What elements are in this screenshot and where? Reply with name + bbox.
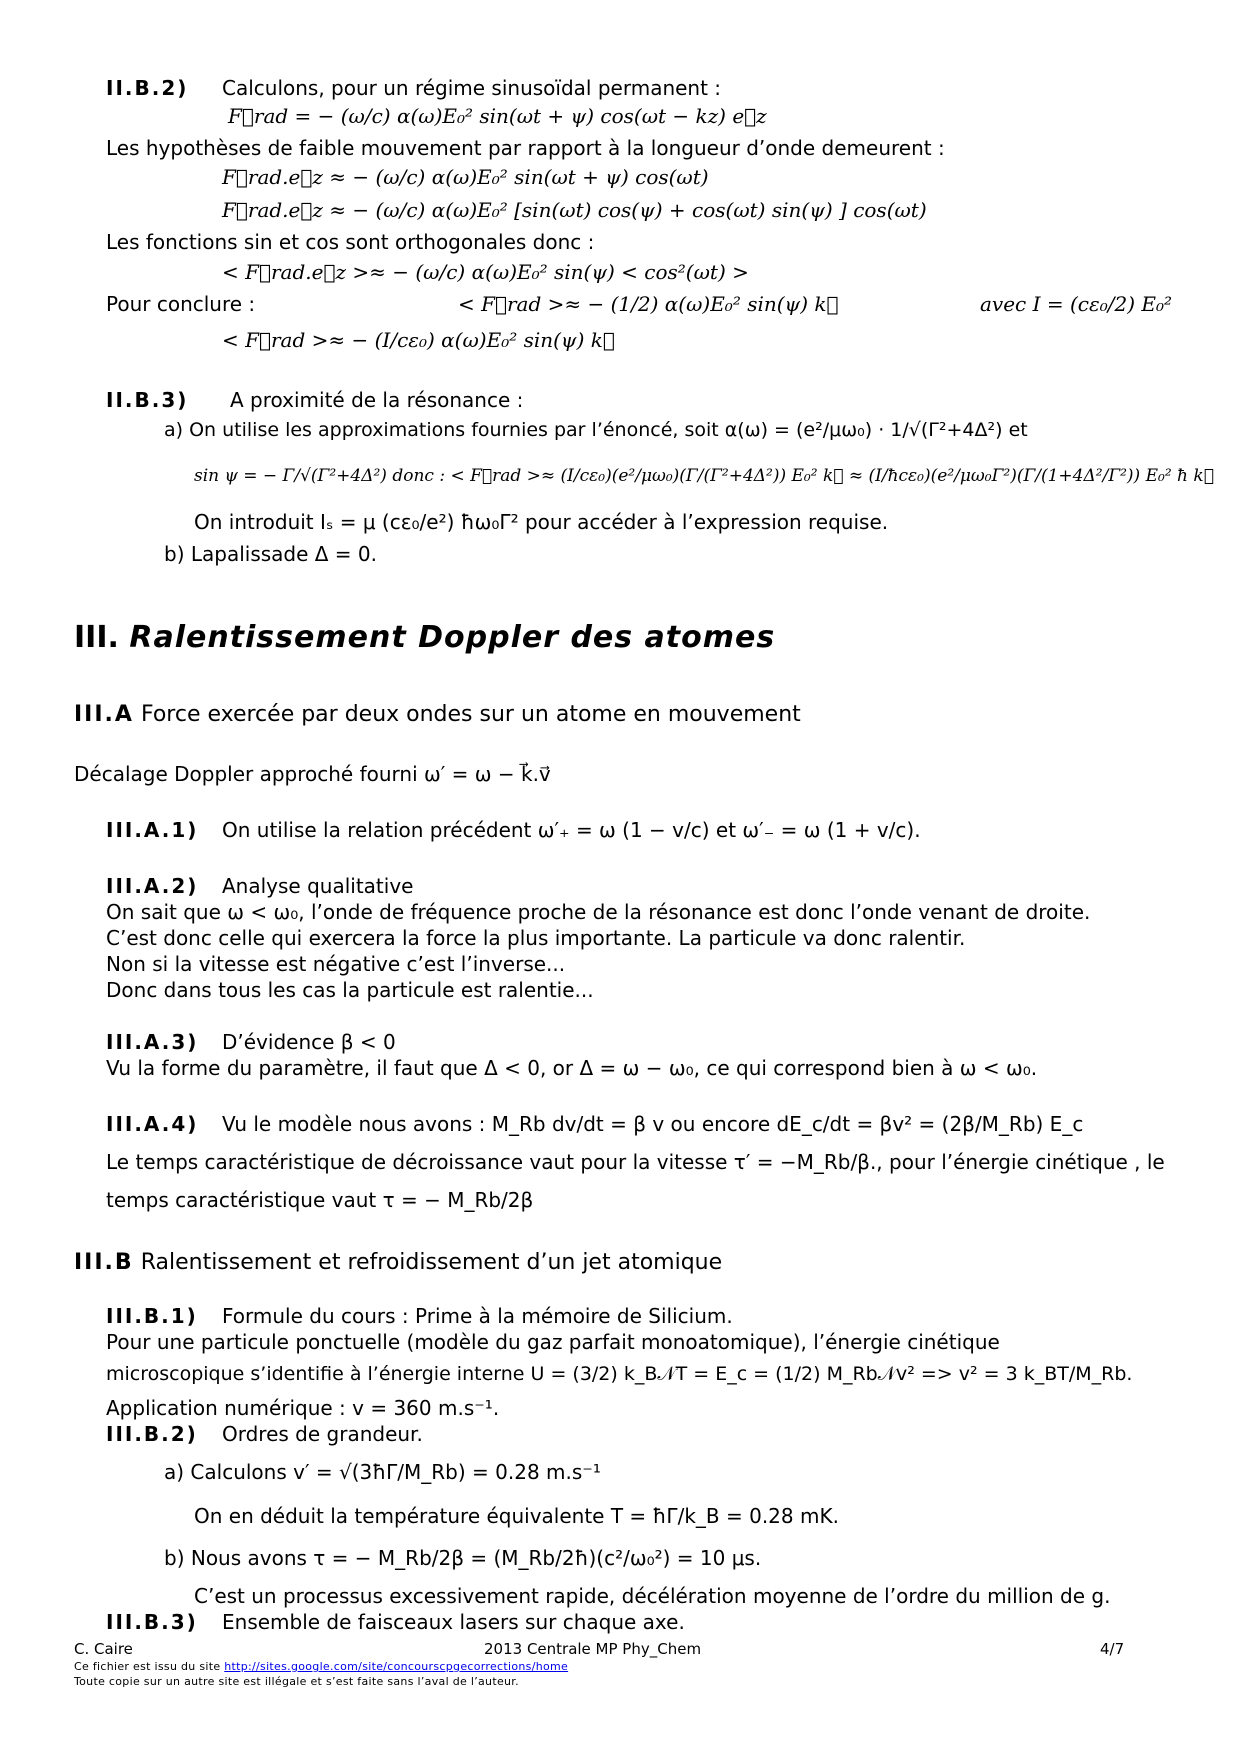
section-label: II.B.3) — [106, 388, 189, 412]
equation: F⃗rad = − (ω/c) α(ω)E₀² sin(ωt + ψ) cos(ωt − kz) e⃗z — [228, 104, 767, 128]
equation: < F⃗rad >≈ − (I/cε₀) α(ω)E₀² sin(ψ) k⃗ — [222, 328, 615, 352]
section-heading — [74, 702, 801, 727]
section-heading — [74, 1250, 722, 1275]
paragraph: b) Nous avons τ = − M_Rb/2β = (M_Rb/2ħ)(c²/ω₀²) = 10 μs. — [164, 1546, 762, 1570]
paragraph: Les hypothèses de faible mouvement par rapport à la longueur d’onde demeurent : — [106, 136, 945, 160]
equation: F⃗rad.e⃗z ≈ − (ω/c) α(ω)E₀² sin(ωt + ψ) cos(ωt) — [222, 165, 709, 189]
section-label: III.B.1) — [106, 1304, 198, 1328]
footer-copyright: Toute copie sur un autre site est illégale et s’est faite sans l’aval de l’auteur. — [74, 1675, 519, 1688]
section-label: III.A.3) — [106, 1030, 199, 1054]
paragraph: C’est un processus excessivement rapide, décélération moyenne de l’ordre du million de g. — [194, 1584, 1111, 1608]
equation: avec I = (cε₀/2) E₀² — [980, 292, 1173, 316]
paragraph: Ensemble de faisceaux lasers sur chaque axe. — [222, 1610, 685, 1634]
equation: sin ψ = − Γ/√(Γ²+4Δ²) donc : < F⃗rad >≈ (I/cε₀)(e²/μω₀)(Γ/(Γ²+4Δ²)) E₀² k⃗ ≈ (I/ħcε₀)(e²/μω₀Γ²)(Γ/(1+4Δ²/Γ²)) E₀² ħ k⃗ — [194, 466, 1214, 486]
paragraph: b) Lapalissade Δ = 0. — [164, 542, 378, 566]
section-number: III.A — [74, 702, 134, 727]
paragraph: Décalage Doppler approché fourni ω′ = ω − k⃗.v⃗ — [74, 762, 551, 786]
page-number: 4/7 — [1100, 1640, 1125, 1658]
chapter-heading — [74, 620, 775, 655]
footer-source-prefix: Ce fichier est issu du site — [74, 1660, 225, 1673]
footer-author: C. Caire — [74, 1640, 133, 1658]
paragraph: Ordres de grandeur. — [222, 1422, 423, 1446]
paragraph: Pour une particule ponctuelle (modèle du gaz parfait monoatomique), l’énergie cinétique — [106, 1330, 1000, 1354]
paragraph: a) Calculons v′ = √(3ħΓ/M_Rb) = 0.28 m.s⁻¹ — [164, 1460, 601, 1484]
paragraph: On introduit Iₛ = μ (cε₀/e²) ħω₀Γ² pour accéder à l’expression requise. — [194, 510, 889, 534]
section-label: III.B.3) — [106, 1610, 198, 1634]
section-label: III.B.2) — [106, 1422, 198, 1446]
paragraph: On utilise la relation précédent ω′₊ = ω (1 − v/c) et ω′₋ = ω (1 + v/c). — [222, 818, 921, 842]
paragraph: On en déduit la température équivalente T = ħΓ/k_B = 0.28 mK. — [194, 1504, 839, 1528]
paragraph: temps caractéristique vaut τ = − M_Rb/2β — [106, 1188, 534, 1212]
footer-course: 2013 Centrale MP Phy_Chem — [484, 1640, 702, 1658]
paragraph: Analyse qualitative — [222, 874, 414, 898]
section-number: III.B — [74, 1250, 134, 1275]
paragraph: Pour conclure : — [106, 292, 256, 316]
section-label: III.A.1) — [106, 818, 199, 842]
paragraph: Non si la vitesse est négative c’est l’inverse... — [106, 952, 566, 976]
paragraph: Vu la forme du paramètre, il faut que Δ < 0, or Δ = ω − ω₀, ce qui correspond bien à ω < ω₀. — [106, 1056, 1038, 1080]
equation: < F⃗rad.e⃗z >≈ − (ω/c) α(ω)E₀² sin(ψ) < cos²(ωt) > — [222, 260, 749, 284]
paragraph: Les fonctions sin et cos sont orthogonales donc : — [106, 230, 595, 254]
footer-source — [74, 1660, 568, 1673]
paragraph: a) On utilise les approximations fournies par l’énoncé, soit α(ω) = (e²/μω₀) · 1/√(Γ²+4Δ²) et — [164, 419, 1028, 441]
section-label: III.A.2) — [106, 874, 199, 898]
equation: F⃗rad.e⃗z ≈ − (ω/c) α(ω)E₀² [sin(ωt) cos(ψ) + cos(ωt) sin(ψ) ] cos(ωt) — [222, 198, 927, 222]
section-label: II.B.2) — [106, 76, 189, 100]
section-title: Ralentissement et refroidissement d’un jet atomique — [140, 1250, 723, 1275]
paragraph: On sait que ω < ω₀, l’onde de fréquence proche de la résonance est donc l’onde venant de droite. — [106, 900, 1091, 924]
paragraph: Le temps caractéristique de décroissance vaut pour la vitesse τ′ = −M_Rb/β., pour l’énergie cinétique , le — [106, 1150, 1165, 1174]
paragraph: C’est donc celle qui exercera la force la plus importante. La particule va donc ralentir. — [106, 926, 966, 950]
section-title: Force exercée par deux ondes sur un atome en mouvement — [140, 702, 801, 727]
paragraph: microscopique s’identifie à l’énergie interne U = (3/2) k_B𝒩T = E_c = (1/2) M_Rb𝒩v² => v² = 3 k_BT/M_Rb. — [106, 1363, 1133, 1385]
paragraph: Vu le modèle nous avons : M_Rb dv/dt = β v ou encore dE_c/dt = βv² = (2β/M_Rb) E_c — [222, 1112, 1084, 1136]
paragraph: Formule du cours : Prime à la mémoire de Silicium. — [222, 1304, 733, 1328]
chapter-title: Ralentissement Doppler des atomes — [129, 620, 776, 655]
source-link[interactable]: http://sites.google.com/site/concourscpgecorrections/home — [224, 1660, 569, 1673]
paragraph: A proximité de la résonance : — [230, 388, 524, 412]
paragraph: D’évidence β < 0 — [222, 1030, 396, 1054]
paragraph: Calculons, pour un régime sinusoïdal permanent : — [222, 76, 722, 100]
paragraph: Donc dans tous les cas la particule est ralentie... — [106, 978, 594, 1002]
chapter-number: III. — [74, 620, 119, 655]
paragraph: Application numérique : v = 360 m.s⁻¹. — [106, 1396, 500, 1420]
equation: < F⃗rad >≈ − (1/2) α(ω)E₀² sin(ψ) k⃗ — [458, 292, 839, 316]
section-label: III.A.4) — [106, 1112, 199, 1136]
